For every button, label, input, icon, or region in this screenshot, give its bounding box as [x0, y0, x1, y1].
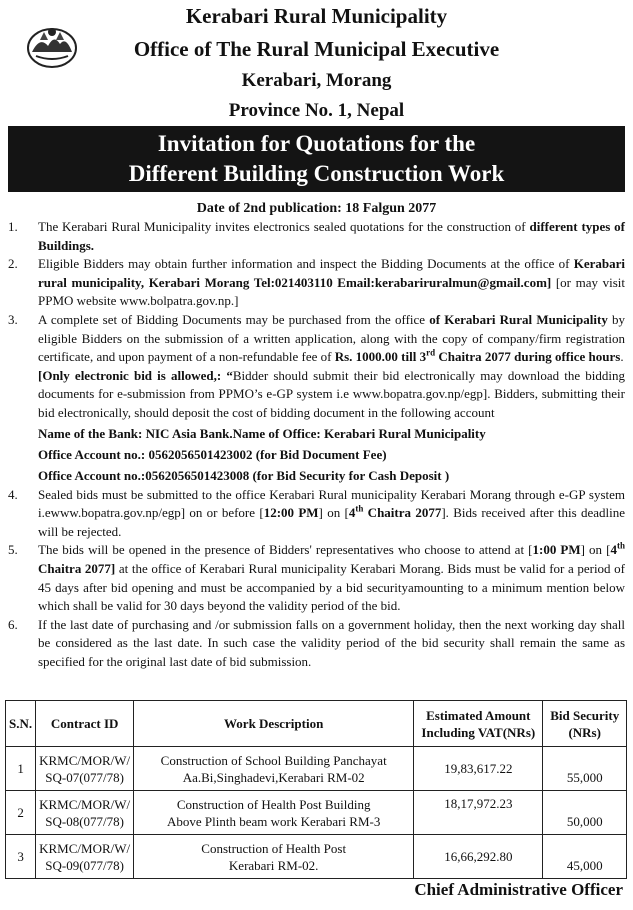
banner-title-line1: Invitation for Quotations for the	[157, 131, 476, 156]
clause-6	[8, 616, 625, 672]
office-name: Office of The Rural Municipal Executive	[133, 37, 500, 61]
province-name: Province No. 1, Nepal	[228, 100, 405, 121]
clause-text: .	[620, 349, 624, 365]
clause-text: [or may visit PPMO website www.bolpatra.gov.np.]	[38, 274, 625, 309]
cell-description	[134, 747, 414, 791]
submission-time: 12:00 PM	[263, 505, 319, 521]
contract-id-line2: SQ-08(077/78)	[45, 813, 124, 829]
clause-number: 6.	[8, 616, 18, 632]
clause-text: The Kerabari Rural Municipality invites electronics sealed quotations for the construction of	[38, 219, 530, 234]
header-contract-id: Contract ID	[36, 701, 134, 747]
office-location: Kerabari, Morang	[241, 70, 392, 91]
clause-5	[8, 541, 625, 615]
table-header-row	[6, 701, 627, 747]
cell-sn: 3	[6, 835, 36, 879]
clause-text: Sealed bids must be submitted to the office Kerabari Rural municipality Kerabari Morang through e-GP system i.ewww.bopatra.gov.np/egp] on or before [	[38, 486, 625, 521]
account-bid-security: Office Account no.:0562056501423008 (for Bid Security for Cash Deposit )	[38, 467, 450, 483]
description-line2: Kerabari RM-02.	[228, 857, 319, 873]
description-line2: Aa.Bi,Singhadevi,Kerabari RM-02	[182, 769, 365, 785]
cell-description	[134, 835, 414, 879]
description-line1: Construction of Health Post Building	[176, 796, 371, 812]
header-work-description: Work Description	[134, 701, 414, 747]
clause-bold-text: of Kerabari Rural Municipality	[429, 311, 608, 327]
date-suffix: rd	[426, 347, 436, 358]
clause-text: ] on [	[318, 505, 349, 521]
cell-contract-id	[36, 835, 134, 879]
cell-amount: 18,17,972.23	[414, 791, 543, 835]
submission-day: 4	[348, 505, 356, 521]
cell-contract-id	[36, 791, 134, 835]
description-line1: Construction of Health Post	[201, 840, 347, 856]
opening-time: 1:00 PM	[532, 542, 581, 558]
description-line1: Construction of School Building Panchayat	[160, 752, 387, 768]
notice-body	[8, 218, 625, 671]
note-text: Bidder should submit their bid electronically may download the bidding documents for e-submission from PPMO’s e-GP system i.e www.bopatra.gov.np/egp]. Bidders, submitting their bid electronically, should deposit the cost of bidding document in the following account	[38, 367, 625, 420]
clause-bold-text: Kerabari rural municipality, Kerabari Morang Tel:021403110 Email:kerabariruralmun@gmail.com]	[38, 256, 625, 290]
signatory-title: Chief Administrative Officer	[414, 880, 623, 899]
contract-id-line1: KRMC/MOR/W/	[39, 752, 131, 768]
date-suffix: th	[355, 503, 364, 514]
municipality-name: Kerabari Rural Municipality	[185, 4, 448, 28]
bid-table	[5, 700, 627, 879]
clause-text: A complete set of Bidding Documents may be purchased from the office	[38, 311, 430, 327]
cell-sn: 2	[6, 791, 36, 835]
header-bid-security: Bid Security (NRs)	[543, 701, 627, 747]
clause-4	[8, 486, 625, 542]
clause-text: If the last date of purchasing and /or submission falls on a government holiday, then the next working day shall be considered as the last date. In such case the validity period of the bid security shall remain the same as specified for the original last date of bid submission.	[38, 616, 625, 669]
submission-month: Chaitra 2077	[363, 505, 442, 521]
fee-deadline: Chaitra 2077 during office hours	[435, 349, 621, 365]
contract-id-line1: KRMC/MOR/W/	[39, 796, 131, 812]
clause-text: The bids will be opened in the presence of Bidders' representatives who choose to attend at [	[38, 542, 533, 558]
clause-number: 2.	[8, 256, 18, 272]
clause-number: 3.	[8, 311, 18, 327]
contract-id-line2: SQ-07(077/78)	[45, 769, 124, 785]
cell-amount: 19,83,617.22	[414, 747, 543, 791]
bank-name: Name of the Bank: NIC Asia Bank.Name of Office: Kerabari Rural Municipality	[38, 425, 486, 441]
clause-number: 4.	[8, 486, 18, 502]
electronic-bid-note	[8, 367, 625, 423]
clause-bold-text: different types of Buildings.	[38, 219, 626, 253]
description-line2: Above Plinth beam work Kerabari RM-3	[166, 813, 381, 829]
cell-sn: 1	[6, 747, 36, 791]
cell-security: 50,000	[543, 791, 627, 835]
table-row	[6, 835, 627, 879]
clause-number: 1.	[8, 219, 18, 234]
clause-number: 5.	[8, 542, 18, 558]
table-row	[6, 747, 627, 791]
cell-contract-id	[36, 747, 134, 791]
header-sn: S.N.	[6, 701, 36, 747]
clause-text: ]. Bids received after this deadline will be rejected.	[38, 505, 625, 539]
banner-title-line2: Different Building Construction Work	[128, 161, 505, 186]
date-suffix: th	[616, 540, 625, 551]
fee-amount: Rs. 1000.00 till 3	[334, 349, 427, 365]
cell-security: 55,000	[543, 747, 627, 791]
table-row	[6, 791, 627, 835]
publication-date: Date of 2nd publication: 18 Falgun 2077	[196, 201, 437, 216]
opening-month: Chaitra 2077]	[38, 560, 116, 576]
clause-text: ] on [	[580, 542, 611, 558]
cell-security: 45,000	[543, 835, 627, 879]
clause-text: at the office of Kerabari Rural municipality Kerabari Morang. Bids must be valid for a period of 45 days after bid opening and must be accompanied by a bid securityamounting to a minimum mention below which shall be valid for 30 days beyond the validity period of the bid.	[38, 560, 625, 614]
notice-title-banner	[8, 126, 625, 192]
header-estimated-amount: Estimated Amount Including VAT(NRs)	[414, 701, 543, 747]
cell-amount: 16,66,292.80	[414, 835, 543, 879]
clause-text: by eligible Bidders on the submission of a written application, along with the copy of company/firm registration certificate, and upon payment of a non-refundable fee of	[38, 311, 625, 365]
clause-text: Eligible Bidders may obtain further information and inspect the Bidding Documents at the office of	[38, 256, 574, 272]
account-document-fee: Office Account no.: 0562056501423002 (for Bid Document Fee)	[38, 446, 387, 462]
clause-1	[8, 218, 625, 255]
contract-id-line2: SQ-09(077/78)	[45, 857, 124, 873]
notice-header	[0, 0, 633, 126]
clause-3	[8, 311, 625, 367]
contract-id-line1: KRMC/MOR/W/	[39, 840, 131, 856]
note-heading: [Only electronic bid is allowed,: “	[38, 367, 233, 383]
clause-2	[8, 255, 625, 311]
cell-description	[134, 791, 414, 835]
opening-day: 4	[610, 542, 617, 558]
